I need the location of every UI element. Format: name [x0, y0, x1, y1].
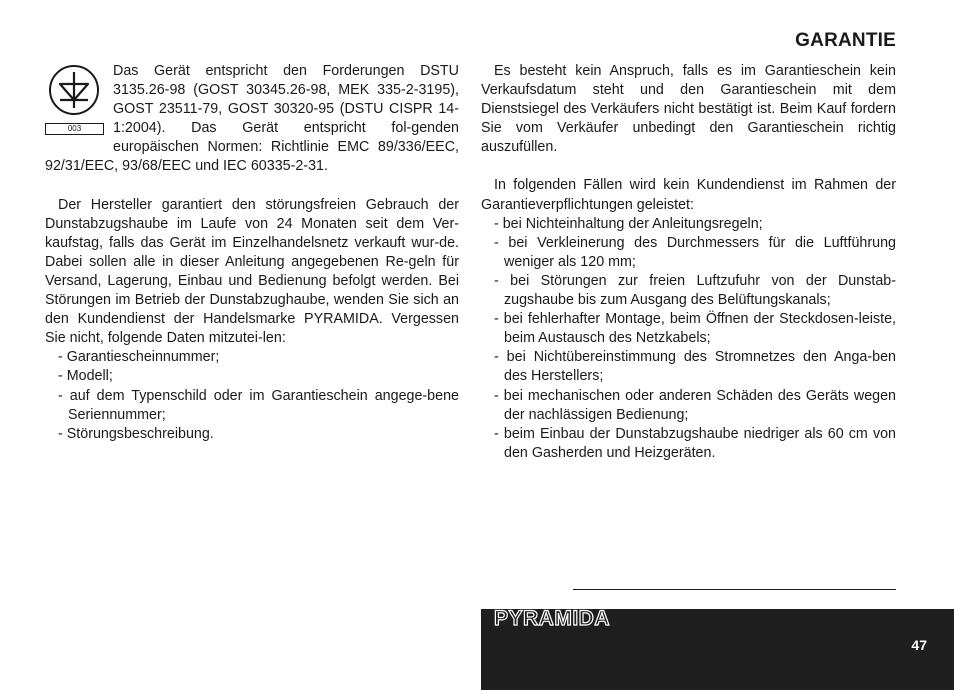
list-item: - Störungsbeschreibung.	[58, 425, 214, 442]
certification-block	[45, 62, 459, 177]
list-item: - bei Nichtübereinstimmung des Stromnetzes den Anga-ben des Herstellers;	[494, 349, 896, 385]
required-data-list	[45, 348, 459, 443]
warranty-paragraph: Der Hersteller garantiert den störungsfreien Gebrauch der Dunstabzugshaube im Laufe von 24 Monaten seit dem Ver-kaufstag, falls das Gerät im Einzelhandelsnetz verkauft wur-de. Dabei sollen alle in dieser Anleitung angegebenen Re-geln für Versand, Lagerung, Einbau und Bedienung befolgt werden. Bei Störungen im Betrieb der Dunstabzughaube, wenden Sie sich an den Kundendienst der Handelsmarke PYRAMIDA. Vergessen Sie nicht, folgende Daten mitzutei-len:	[45, 196, 459, 347]
list-item: - bei Nichteinhaltung der Anleitungsregeln;	[494, 215, 763, 232]
certification-mark-icon	[45, 64, 113, 140]
right-column	[481, 62, 896, 463]
certification-text: Das Gerät entspricht den Forderungen DSTU 3135.26-98 (GOST 30345.26-98, MEK 335-2-3195), GOST 23511-79, GOST 30320-95 (DSTU CISPR 14-1:2004). Das Gerät entspricht fol-genden europäischen Normen: Richtlinie EMC 89/336/EEC, 92/31/EEC, 93/68/EEC und IEC 60335-2-31.	[45, 63, 459, 175]
footer-band	[481, 609, 954, 690]
page-title: GARANTIE	[795, 30, 896, 51]
list-item: - bei Verkleinerung des Durchmessers für die Luftführung weniger als 120 mm;	[494, 234, 896, 270]
list-item: - auf dem Typenschild oder im Garantieschein angege-bene Seriennummer;	[58, 387, 459, 423]
exclusions-intro: In folgenden Fällen wird kein Kundendienst im Rahmen der Garantieverpflichtungen geleistet:	[481, 177, 896, 213]
list-item: - Modell;	[58, 368, 113, 385]
exclusions-list	[481, 215, 896, 463]
list-item: - Garantiescheinnummer;	[58, 349, 220, 366]
list-item: - beim Einbau der Dunstabzugshaube niedriger als 60 cm von den Gasherden und Heizgeräten.	[494, 425, 896, 461]
certification-code: 003	[45, 123, 104, 135]
footer-divider	[573, 589, 896, 590]
no-claim-paragraph: Es besteht kein Anspruch, falls es im Garantieschein kein Verkaufsdatum steht und den Garantieschein mit dem Dienstsiegel des Verkäufers nicht bestätigt ist. Beim Kauf fordern Sie vom Verkäufer unbedingt den Garantieschein richtig auszufüllen.	[481, 63, 896, 156]
left-column	[45, 62, 459, 444]
page-number: 47	[911, 637, 927, 653]
list-item: - bei fehlerhafter Montage, beim Öffnen der Steckdosen-leiste, beim Austausch des Netzkabels;	[494, 311, 896, 347]
list-item: - bei mechanischen oder anderen Schäden des Geräts wegen der nachlässigen Bedienung;	[494, 387, 896, 423]
list-item: - bei Störungen zur freien Luftzufuhr von der Dunstab-zugshaube bis zum Ausgang des Belüftungskanals;	[494, 272, 896, 309]
brand-logo: PYRAMIDA	[494, 607, 611, 630]
